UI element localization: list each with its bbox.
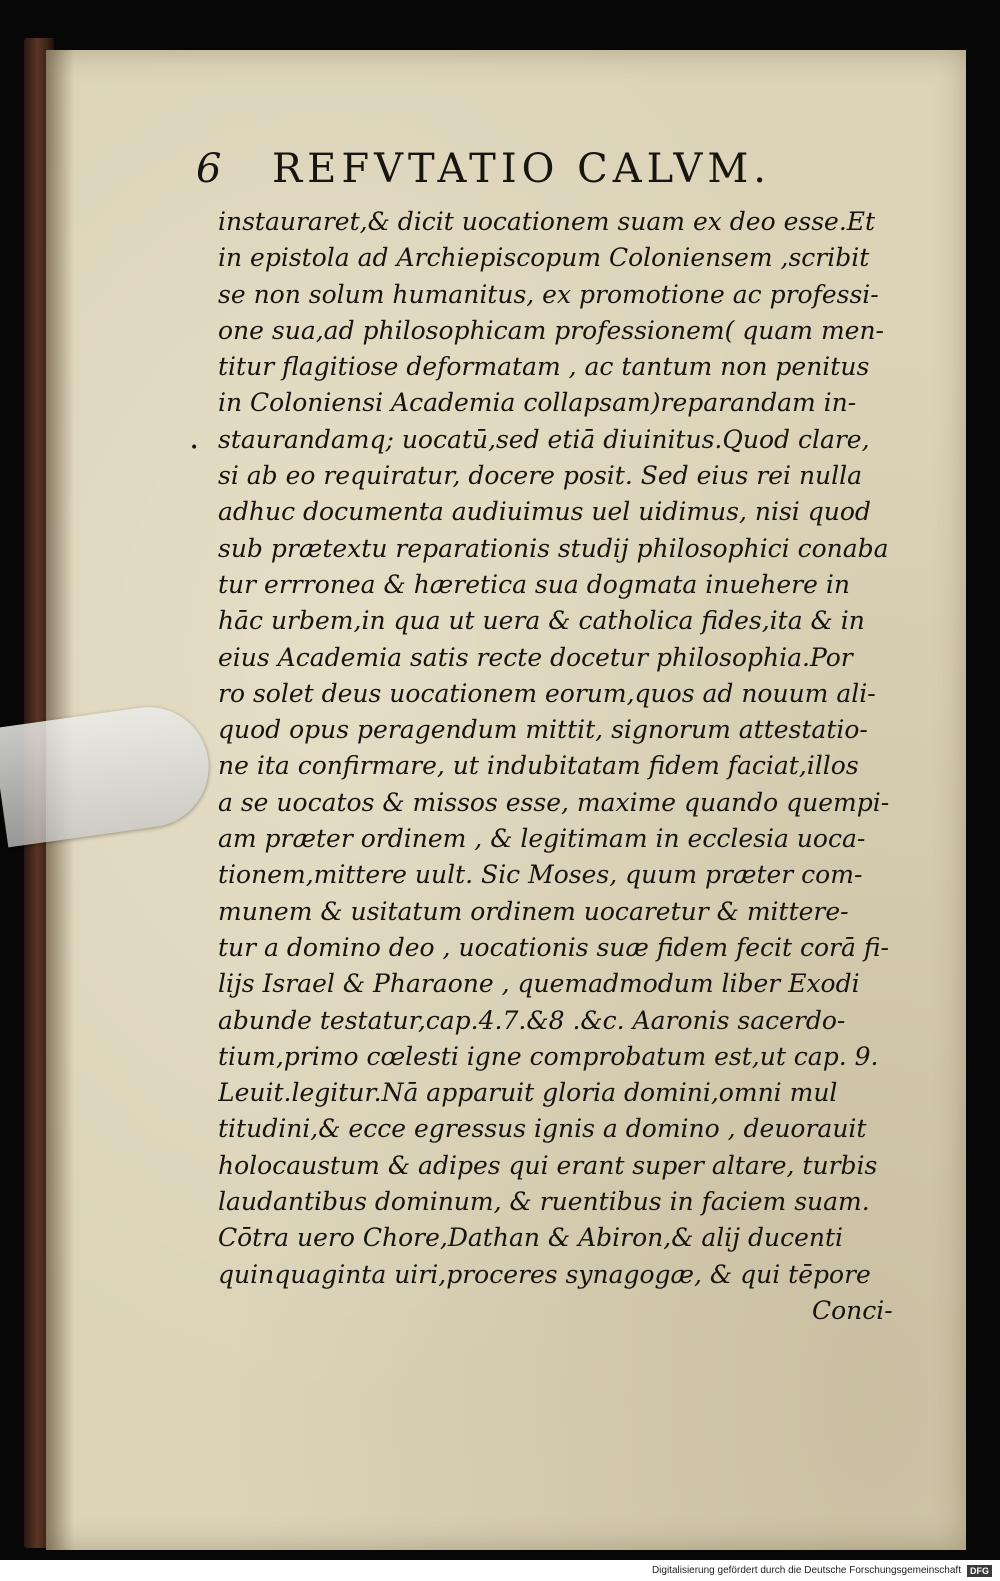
text-line: holocaustum & adipes qui erant super altare, turbis <box>218 1150 878 1180</box>
text-line: instauraret,& dicit uocationem suam ex deo esse.Et <box>218 207 876 236</box>
text-line: eius Academia satis recte docetur philosophia.Por <box>218 642 853 672</box>
dfg-logo: DFG <box>967 1565 992 1577</box>
text-line: one sua,ad philosophicam professionem( quam men- <box>218 315 884 345</box>
body-text <box>218 204 918 1293</box>
text-line: adhuc documenta audiuimus uel uidimus, nisi quod <box>218 497 871 527</box>
text-line: titudini,& ecce egressus ignis a domino , deuorauit <box>218 1114 867 1144</box>
page-number: 6 <box>196 146 222 192</box>
text-line: Leuit.legitur.Nā apparuit gloria domini,omni mul <box>218 1078 838 1108</box>
text-line: munem & usitatum ordinem uocaretur & mittere- <box>218 896 849 926</box>
text-line: Cōtra uero Chore,Dathan & Abiron,& alij ducenti <box>218 1223 844 1253</box>
catchword: Conci- <box>812 1296 893 1325</box>
margin-dot-mark: • <box>190 440 199 456</box>
footer-credit: Digitalisierung gefördert durch die Deutsche Forschungsgemeinschaft <box>651 1565 961 1576</box>
text-line: a se uocatos & missos esse, maxime quando quempi- <box>218 787 890 817</box>
text-line: laudantibus dominum, & ruentibus in faciem suam. <box>218 1187 870 1217</box>
text-line: quod opus peragendum mittit, signorum attestatio- <box>218 715 868 745</box>
text-line: ro solet deus uocationem eorum,quos ad nouum ali- <box>218 678 876 708</box>
text-line: si ab eo requiratur, docere posit. Sed eius rei nulla <box>218 461 863 491</box>
text-line: tionem,mittere uult. Sic Moses, quum præter com- <box>218 860 863 890</box>
footer-bar <box>0 1560 1000 1581</box>
text-line: titur flagitiose deformatam , ac tantum non penitus <box>218 352 870 382</box>
text-line: se non solum humanitus, ex promotione ac professi- <box>218 279 879 309</box>
text-line: tium,primo cœlesti igne comprobatum est,ut cap. 9. <box>218 1041 879 1071</box>
text-line: tur errronea & hæretica sua dogmata inuehere in <box>218 569 850 599</box>
running-head <box>196 146 816 202</box>
text-line: tur a domino deo , uocationis suæ fidem fecit corā fi- <box>218 932 889 962</box>
text-line: abunde testatur,cap.4.7.&8 .&c. Aaronis sacerdo- <box>218 1005 846 1035</box>
text-line: in Coloniensi Academia collapsam)reparandam in- <box>218 388 857 418</box>
text-line: in epistola ad Archiepiscopum Coloniensem ,scribit <box>218 243 870 273</box>
text-line: am præter ordinem , & legitimam in ecclesia uoca- <box>218 824 866 854</box>
text-line: ne ita confirmare, ut indubitatam fidem faciat,illos <box>218 751 859 781</box>
text-line: quinquaginta uiri,proceres synagogæ, & qui tēpore <box>218 1259 871 1289</box>
text-line: staurandamq; uocatū,sed etiā diuinitus.Quod clare, <box>218 424 870 454</box>
text-line: sub prætextu reparationis studij philosophici conaba <box>218 533 889 563</box>
text-line: hāc urbem,in qua ut uera & catholica fides,ita & in <box>218 606 865 636</box>
running-title: REFVTATIO CALVM. <box>272 146 772 192</box>
text-line: lijs Israel & Pharaone , quemadmodum liber Exodi <box>218 969 860 999</box>
